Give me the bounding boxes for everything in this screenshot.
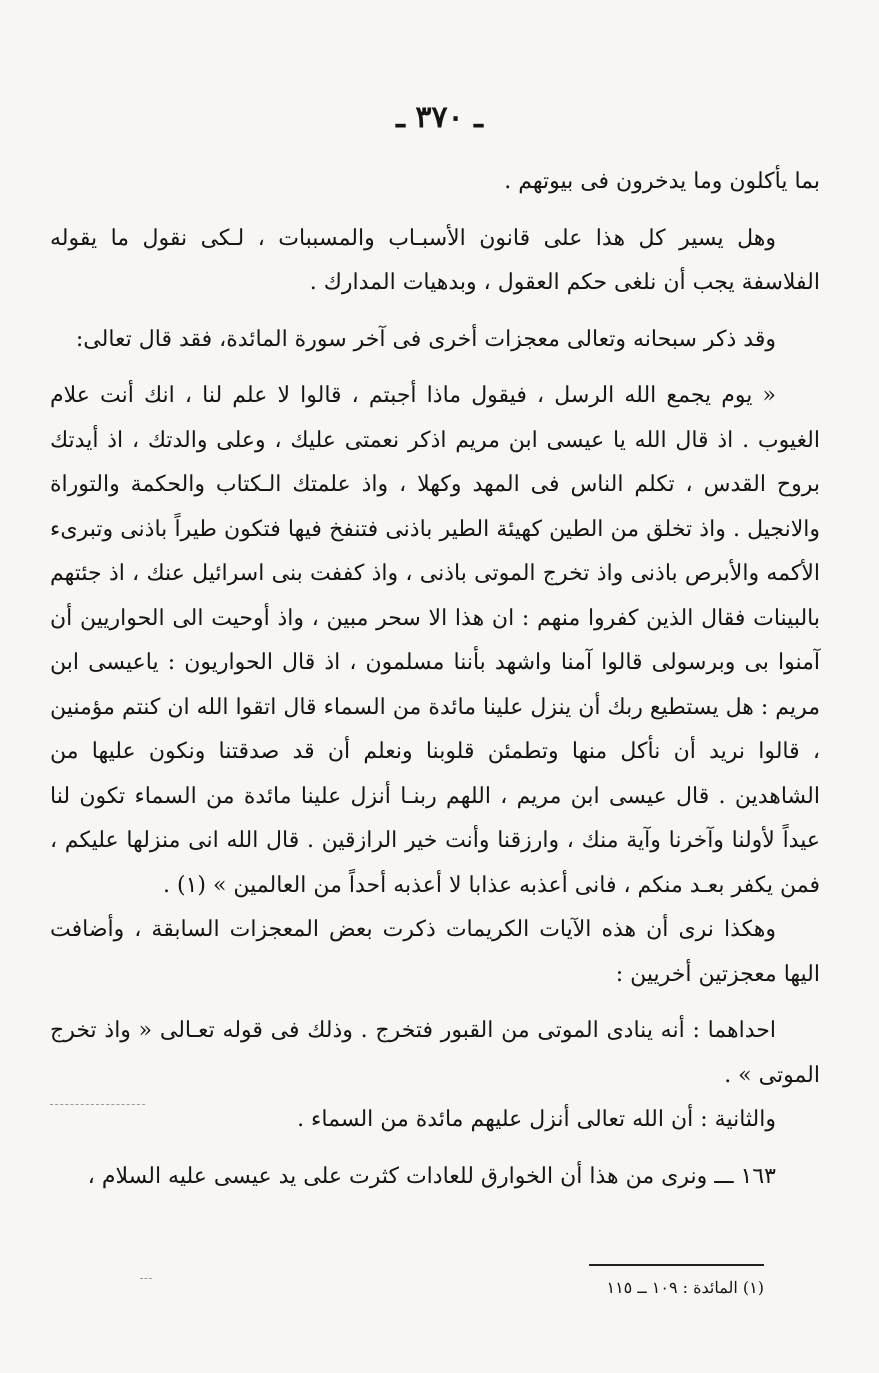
paragraph-1: بما يأكلون وما يدخرون فى بيوتهم .	[504, 169, 820, 194]
page-number: ـ ٣٧٠ ـ	[396, 100, 483, 135]
paragraph-3: وقد ذكر سبحانه وتعالى معجزات أخرى فى آخر سورة المائدة، فقد قال تعالى:	[75, 326, 776, 352]
scan-mark	[140, 1278, 152, 1279]
quran-quote: « يوم يجمع الله الرسل ، فيقول ماذا أجبتم ، قالوا لا علم لنا ، انك أنت علام الغيوب . اذ قال الله يا عيسى ابن مريم اذكر نعمتى عليك ، وعلى والدتك ، اذ أيدتك بروح القدس ، تكلم الناس فى المهد وكهلا ، واذ علمتك الـكتاب والحكمة والتوراة والانجيل . واذ تخلق من الطين كهيئة الطير باذنى فتنفخ فيها فتكون طيراً باذنى وتبرىء الأكمه والأبرص باذنى واذ تخرج الموتى باذنى ، واذ كففت بنى اسرائيل عنك ، اذ جئتهم بالبينات فقال الذين كفروا منهم : ان هذا الا سحر مبين ، واذ أوحيت الى الحواريين أن آمنوا بى وبرسولى قالوا آمنا واشهد بأننا مسلمون ، اذ قال الحواريون : ياعيسى ابن مريم : هل يستطيع ربك أن ينزل علينا مائدة من السماء قال اتقوا الله ان كنتم مؤمنين ، قالوا نريد أن نأكل منها وتطمئن قلوبنا ونعلم أن قد صدقتنا ونكون عليها من الشاهدين . قال عيسى ابن مريم ، اللهم ربنـا أنزل علينا مائدة من السماء تكون لنا عيداً لأولنا وآخرنا وآية منك ، وارزقنا وأنت خير الرازقين . قال الله انى منزلها عليكم ، فمن يكفر بعـد منكم ، فانى أعذبه عذابا لا أعذبه أحداً من العالمين » (١) .	[50, 383, 820, 898]
paragraph-7: ١٦٣ ـــ ونرى من هذا أن الخوارق للعادات كثرت على يد عيسى عليه السلام ،	[87, 1163, 776, 1189]
paragraph-2: وهل يسير كل هذا على قانون الأسبـاب والمسببات ، لـكى نقول ما يقوله الفلاسفة يجب أن نلغى حكم العقول ، وبدهيات المدارك .	[50, 225, 820, 295]
body-text	[50, 160, 820, 1199]
paragraph-5: احداهما : أنه ينادى الموتى من القبور فتخرج . وذلك فى قوله تعـالى « واذ تخرج الموتى » .	[50, 1018, 820, 1088]
footnote-rule	[589, 1264, 764, 1266]
paragraph-6: والثانية : أن الله تعالى أنزل عليهم مائدة من السماء .	[297, 1107, 776, 1132]
scan-mark	[50, 1104, 145, 1105]
paragraph-4: وهكذا نرى أن هذه الآيات الكريمات ذكرت بعض المعجزات السابقة ، وأضافت اليها معجزتين أخريين :	[50, 917, 820, 987]
footnote: (١) المائدة : ١٠٩ ــ ١١٥	[606, 1278, 764, 1297]
